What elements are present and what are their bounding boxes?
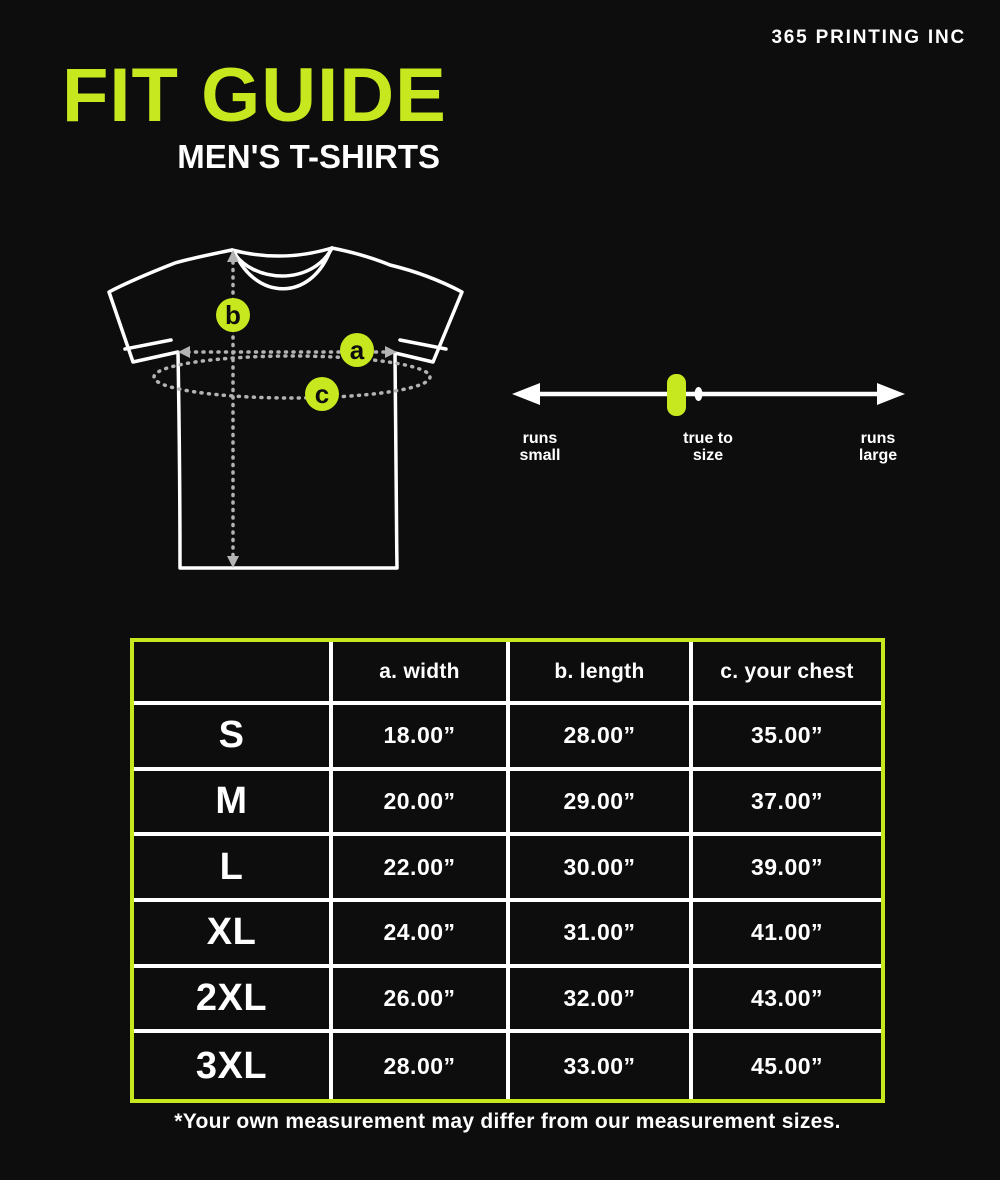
brand-text: 365 PRINTING INC	[771, 27, 966, 48]
chest-value: 45.00”	[750, 1052, 824, 1079]
size-label: 3XL	[134, 1033, 333, 1099]
page-subtitle: MEN'S T-SHIRTS	[177, 138, 440, 175]
length-value: 31.00”	[510, 902, 693, 968]
fit-scale	[500, 372, 920, 420]
scale-arrow-left-icon	[512, 383, 540, 405]
size-label: 2XL	[134, 968, 333, 1034]
length-value: 28.00”	[510, 705, 693, 771]
size-label: M	[134, 771, 333, 837]
width-value: 26.00”	[333, 968, 510, 1034]
true-to-size-marker	[667, 374, 686, 416]
scale-label-line: true to	[683, 430, 733, 447]
size-label: L	[134, 836, 333, 902]
tshirt-measurement-diagram	[80, 220, 500, 620]
table-header-empty	[134, 642, 333, 705]
length-value: 32.00”	[510, 968, 693, 1034]
measure-badges	[216, 298, 374, 411]
scale-label-true-to-size	[648, 430, 768, 464]
back-collar-line	[232, 248, 332, 256]
chest-value: 39.00”	[693, 836, 881, 902]
table-header-chest: c. your chest	[693, 642, 881, 705]
scale-label-runs-small	[480, 430, 600, 464]
width-value: 28.00”	[333, 1033, 510, 1099]
left-cuff-line	[125, 340, 171, 349]
badge-a-label: a	[349, 335, 365, 365]
chest-value: 35.00”	[693, 705, 881, 771]
size-label: S	[134, 705, 333, 771]
scale-label-line: runs	[860, 430, 896, 447]
table-header-length: b. length	[510, 642, 693, 705]
badge-b-label: b	[225, 300, 241, 330]
scale-label-line: large	[858, 447, 898, 464]
chest-value: 41.00”	[693, 902, 881, 968]
scale-dot	[695, 387, 703, 401]
tshirt-outline	[109, 248, 462, 568]
page-title: FIT GUIDE	[62, 53, 447, 138]
badge-c-label: c	[314, 379, 330, 409]
width-value: 24.00”	[333, 902, 510, 968]
arrow-down-icon	[227, 556, 239, 568]
width-value: 22.00”	[333, 836, 510, 902]
length-value: 33.00”	[510, 1033, 693, 1099]
length-value: 30.00”	[510, 836, 693, 902]
scale-arrow-right-icon	[877, 383, 905, 405]
size-label: XL	[134, 902, 333, 968]
scale-label-runs-large	[818, 430, 938, 464]
chest-value: 37.00”	[693, 771, 881, 837]
header	[62, 53, 447, 175]
length-value: 29.00”	[510, 771, 693, 837]
size-table	[130, 638, 885, 1103]
width-value: 18.00”	[333, 705, 510, 771]
chest-value: 43.00”	[693, 968, 881, 1034]
width-value: 20.00”	[333, 771, 510, 837]
table-header-width: a. width	[333, 642, 510, 705]
scale-label-line: size	[692, 447, 724, 464]
scale-label-line: small	[519, 447, 561, 464]
chest-dashed-ellipse	[154, 356, 430, 398]
measurement-footnote: *Your own measurement may differ from our measurement sizes.	[174, 1110, 841, 1133]
scale-label-line: runs	[522, 430, 558, 447]
